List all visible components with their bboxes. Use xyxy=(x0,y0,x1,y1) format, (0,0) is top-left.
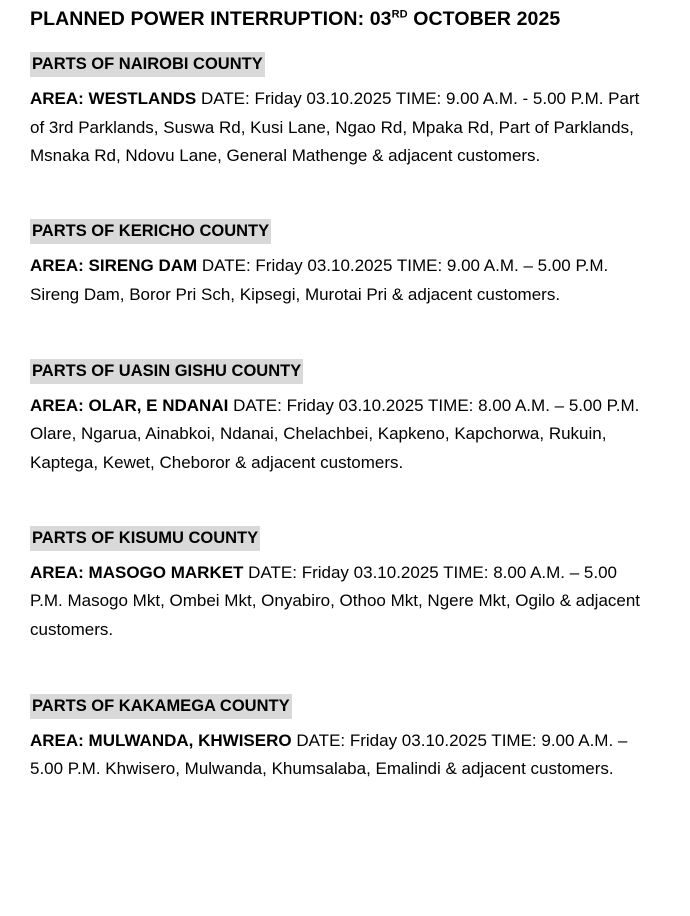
county-heading: PARTS OF UASIN GISHU COUNTY xyxy=(30,359,303,384)
area-notice xyxy=(30,85,650,171)
area-label: AREA: MULWANDA, KHWISERO xyxy=(30,730,292,750)
title-prefix: PLANNED POWER INTERRUPTION: 03 xyxy=(30,8,392,30)
area-notice xyxy=(30,559,650,645)
county-section-kisumu xyxy=(30,526,690,645)
area-label: AREA: MASOGO MARKET xyxy=(30,562,244,582)
county-section-kericho xyxy=(30,219,690,309)
county-heading: PARTS OF KAKAMEGA COUNTY xyxy=(30,694,292,719)
area-details: DATE: Friday 03.10.2025 TIME: 8.00 A.M. – 5.00 P.M. Masogo Mkt, Ombei Mkt, Onyabiro, Othoo Mkt, Ngere Mkt, Ogilo & adjacent customers. xyxy=(30,562,641,640)
document-title xyxy=(30,6,690,32)
county-heading: PARTS OF NAIROBI COUNTY xyxy=(30,52,265,77)
county-heading: PARTS OF KERICHO COUNTY xyxy=(30,219,271,244)
area-details: DATE: Friday 03.10.2025 TIME: 8.00 A.M. – 5.00 P.M. Olare, Ngarua, Ainabkoi, Ndanai, Chelachbei, Kapkeno, Kapchorwa, Rukuin, Kaptega, Kewet, Cheboror & adjacent customers. xyxy=(30,395,640,472)
area-label: AREA: SIRENG DAM xyxy=(30,256,198,276)
title-superscript: RD xyxy=(391,8,408,21)
area-details: DATE: Friday 03.10.2025 TIME: 9.00 A.M. – 5.00 P.M. Khwisero, Mulwanda, Khumsalaba, Emalindi & adjacent customers. xyxy=(30,730,628,779)
county-section-nairobi xyxy=(30,52,690,171)
area-details: DATE: Friday 03.10.2025 TIME: 9.00 A.M. - 5.00 P.M. Part of 3rd Parklands, Suswa Rd, Kusi Lane, Ngao Rd, Mpaka Rd, Part of Parklands, Msnaka Rd, Ndovu Lane, General Mathenge & adjacent customers. xyxy=(30,89,640,166)
title-suffix: OCTOBER 2025 xyxy=(407,8,561,30)
area-notice xyxy=(30,252,650,309)
county-section-uasin-gishu xyxy=(30,359,690,478)
area-details: DATE: Friday 03.10.2025 TIME: 9.00 A.M. – 5.00 P.M. Sireng Dam, Boror Pri Sch, Kipsegi, Murotai Pri & adjacent customers. xyxy=(30,256,609,304)
area-label: AREA: WESTLANDS xyxy=(30,89,197,108)
county-section-kakamega xyxy=(30,694,690,784)
county-heading: PARTS OF KISUMU COUNTY xyxy=(30,526,260,551)
area-label: AREA: OLAR, E NDANAI xyxy=(30,395,229,415)
area-notice xyxy=(30,392,650,478)
area-notice xyxy=(30,727,650,784)
